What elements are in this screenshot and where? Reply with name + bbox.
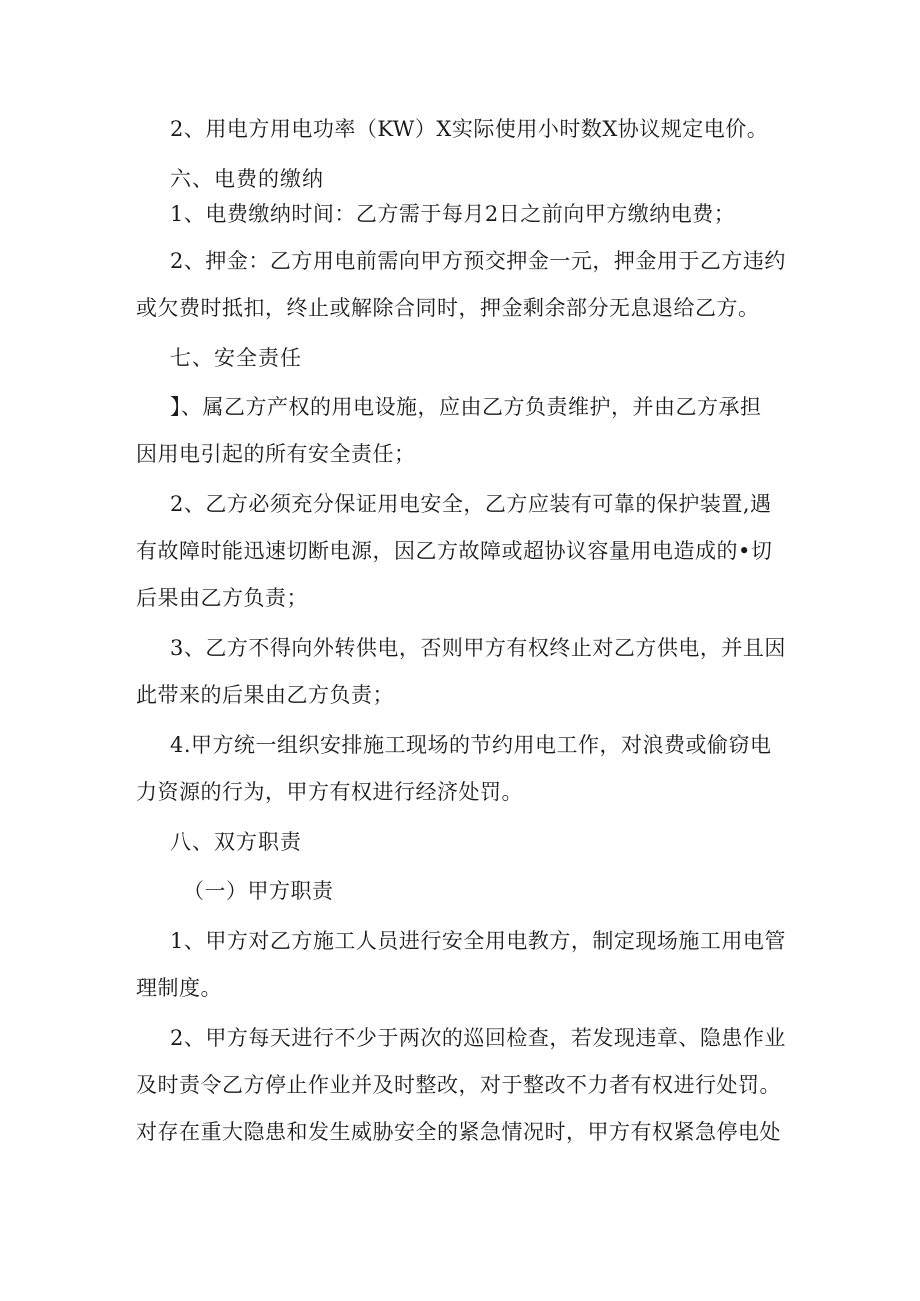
section-7-heading: 七、安全责任 <box>170 346 302 370</box>
duty-2-line-3: 对存在重大隐患和发生威胁安全的紧急情况时，甲方有权紧急停电处 <box>136 1120 781 1144</box>
clause-2-safety-line-1: 2、乙方必须充分保证用电安全，乙方应装有可靠的保护装置,遇 <box>170 492 772 516</box>
clause-2-formula: 2、用电方用电功率（KW）X实际使用小时数X协议规定电价。 <box>170 117 769 141</box>
clause-2-deposit-line-1: 2、押金：乙方用电前需向甲方预交押金一元，押金用于乙方违约 <box>170 249 786 273</box>
subsection-party-a-heading: （一）甲方职责 <box>183 879 334 903</box>
clause-2-safety-line-3: 后果由乙方负责； <box>136 586 308 610</box>
clause-3-resupply-line-1: 3、乙方不得向外转供电，否则甲方有权终止对乙方供电，并且因 <box>170 636 786 660</box>
clause-1-payment-time: 1、电费缴纳时间：乙方需于每月2日之前向甲方缴纳电费； <box>170 202 736 226</box>
section-8-heading: 八、双方职责 <box>170 830 302 854</box>
section-6-heading: 六、电费的缴纳 <box>170 167 324 191</box>
clause-4-saving-line-1: 4.甲方统一组织安排施工现场的节约用电工作，对浪费或偷窃电 <box>170 733 772 757</box>
clause-3-resupply-line-2: 此带来的后果由乙方负责； <box>136 683 394 707</box>
clause-2-deposit-line-2: 或欠费时抵扣，终止或解除合同时，押金剩余部分无息退给乙方。 <box>136 296 760 320</box>
clause-1-facilities-line-1: 】、属乙方产权的用电设施，应由乙方负责维护，并由乙方承担 <box>170 395 762 419</box>
clause-4-saving-line-2: 力资源的行为，甲方有权进行经济处罚。 <box>136 780 523 804</box>
clause-1-facilities-line-2: 因用电引起的所有安全责任； <box>136 442 416 466</box>
duty-2-line-2: 及时责令乙方停止作业并及时整改，对于整改不力者有权进行处罚。 <box>136 1073 781 1097</box>
clause-2-safety-line-2: 有故障时能迅速切断电源，因乙方故障或超协议容量用电造成的•切 <box>136 539 773 563</box>
duty-1-line-2: 理制度。 <box>136 976 222 1000</box>
duty-1-line-1: 1、甲方对乙方施工人员进行安全用电教方，制定现场施工用电管 <box>170 929 786 953</box>
duty-2-line-1: 2、甲方每天进行不少于两次的巡回检查，若发现违章、隐患作业 <box>170 1026 786 1050</box>
